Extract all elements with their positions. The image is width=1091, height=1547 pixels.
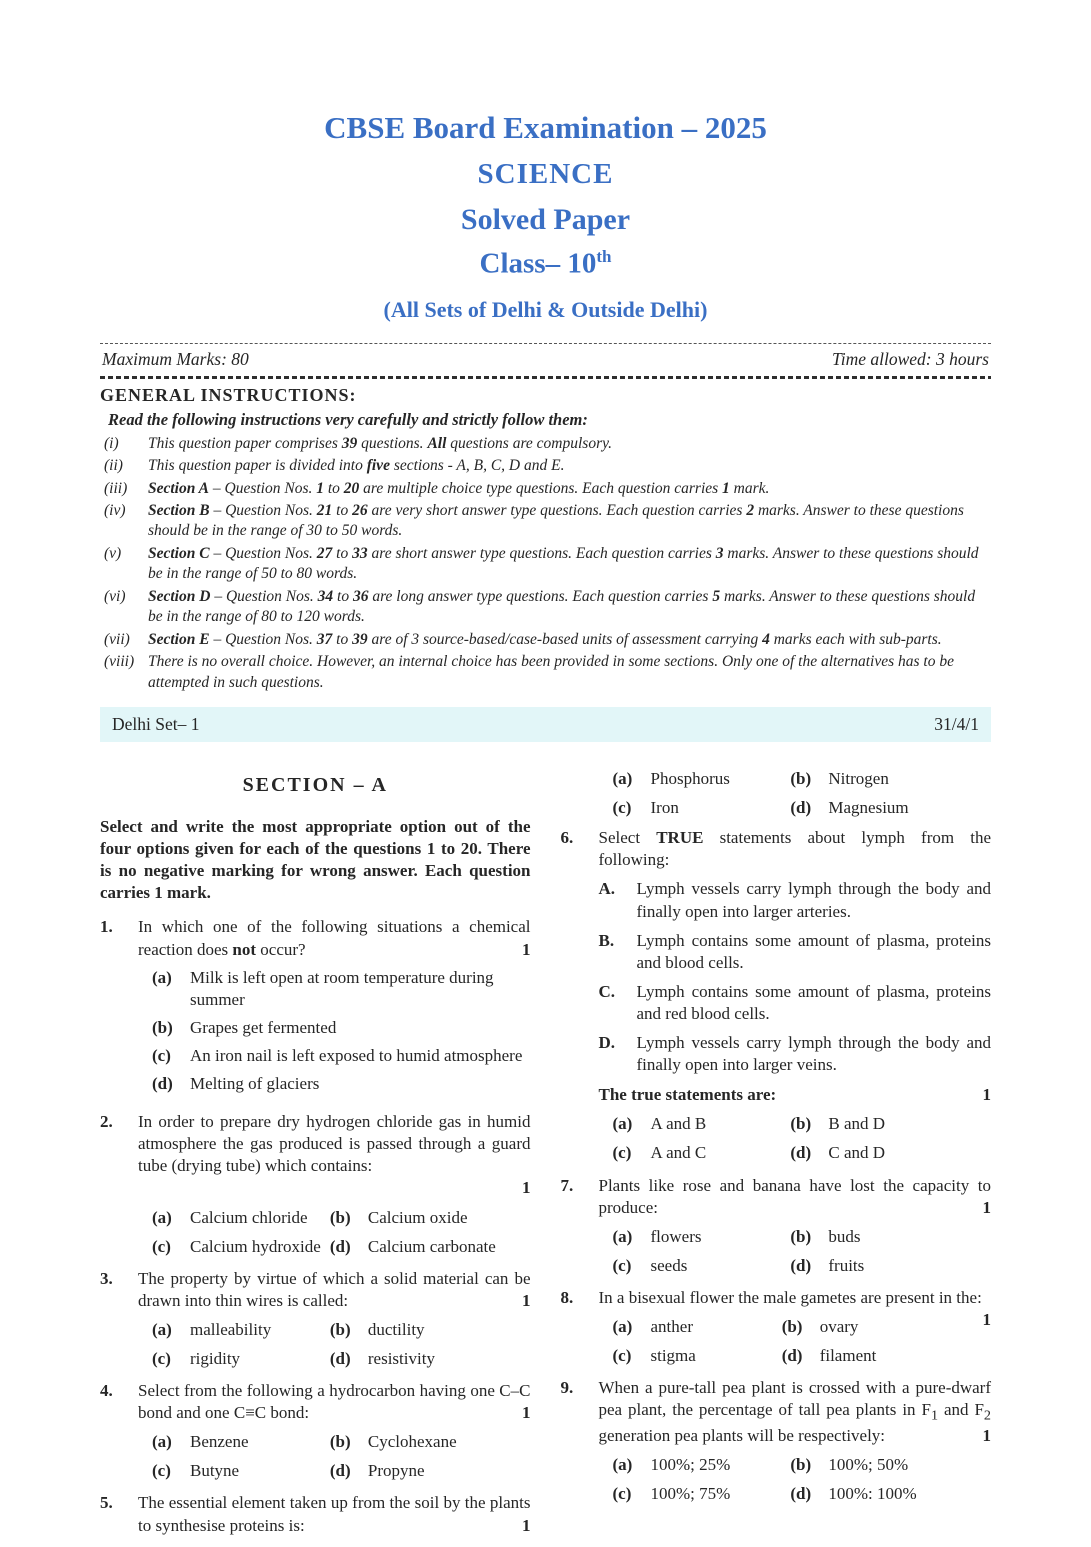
max-marks: Maximum Marks: 80	[102, 348, 249, 369]
set-name: Delhi Set– 1	[112, 714, 200, 735]
option-text: malleability	[190, 1319, 272, 1339]
marks-value: 1	[982, 1085, 991, 1105]
option	[152, 1207, 330, 1229]
instruction-item	[100, 587, 991, 628]
question-text: Plants like rose and banana have lost the capacity to produce: 1	[599, 1175, 992, 1219]
option-text: ductility	[367, 1319, 425, 1339]
option-text: Benzene	[190, 1432, 249, 1452]
question-body	[138, 916, 531, 1101]
question	[561, 1287, 992, 1367]
option	[790, 1226, 991, 1248]
option-label: (a)	[612, 1226, 633, 1246]
option-label: (b)	[790, 1455, 812, 1475]
option	[613, 768, 791, 790]
paper-title: CBSE Board Examination – 2025	[324, 110, 767, 145]
option-label: (b)	[329, 1432, 351, 1452]
question	[100, 1492, 531, 1536]
option-text: rigidity	[190, 1348, 241, 1368]
statement-label: A.	[598, 879, 616, 899]
two-column-body	[100, 768, 991, 1547]
option	[613, 1454, 791, 1476]
option-label: (a)	[152, 967, 172, 987]
options-grid	[138, 1319, 531, 1370]
option-label: (a)	[612, 1455, 633, 1475]
option	[790, 1142, 991, 1164]
options-stacked	[138, 967, 531, 1095]
options-grid	[138, 1207, 531, 1258]
instruction-text: Section B – Question Nos. 21 to 26 are very short answer type questions. Each question carries 2 marks. Answer to these questions should be in the range of 30 to 50 words.	[148, 502, 964, 540]
statement	[599, 930, 992, 974]
question-text: Select from the following a hydrocarbon having one C–C bond and one C≡C bond: 1	[138, 1380, 531, 1424]
instruction-number: (viii)	[104, 653, 135, 671]
time-allowed: Time allowed: 3 hours	[831, 348, 989, 369]
option-text: buds	[828, 1226, 861, 1246]
options-grid	[599, 1316, 973, 1367]
question-subprompt: The true statements are: 1	[599, 1084, 992, 1106]
option-text: seeds	[650, 1255, 688, 1275]
option-label: (c)	[152, 1045, 171, 1065]
option-text: Calcium hydroxide	[190, 1236, 321, 1256]
question-text: In order to prepare dry hydrogen chloride gas in humid atmosphere the gas produced is passed through a guard tube (drying tube) which contains:	[138, 1112, 531, 1176]
option	[613, 1316, 782, 1338]
option-label: (a)	[612, 1316, 633, 1336]
option	[613, 1255, 791, 1277]
question-number: 2.	[100, 1112, 113, 1132]
option-label: (d)	[329, 1461, 351, 1481]
paper-class	[100, 247, 991, 281]
marks-value: 1	[522, 1178, 531, 1198]
instruction-number: (vii)	[104, 630, 130, 648]
right-column	[561, 768, 992, 1547]
option-label: (c)	[612, 1255, 632, 1275]
option-text: flowers	[650, 1226, 702, 1246]
paper-sets-subtitle: (All Sets of Delhi & Outside Delhi)	[383, 296, 708, 322]
question-body	[138, 1111, 531, 1258]
instruction-text: There is no overall choice. However, an internal choice has been provided in some sections. Only one of the alternatives has to be attempted in such questions.	[148, 653, 954, 691]
option	[613, 1113, 791, 1135]
instruction-item	[100, 630, 991, 650]
question-number: 4.	[100, 1381, 113, 1401]
marks-value: 1	[522, 1290, 531, 1310]
question-body	[138, 1492, 531, 1536]
statement	[599, 1032, 992, 1076]
option-label: (c)	[152, 1236, 171, 1256]
option-label: (d)	[152, 1074, 173, 1094]
option-label: (b)	[790, 769, 812, 789]
options-grid	[599, 1454, 992, 1505]
question-number: 8.	[560, 1287, 574, 1307]
options-grid	[138, 1431, 531, 1482]
option-text: Butyne	[190, 1461, 240, 1481]
option-label: (d)	[790, 1484, 812, 1504]
question-number: 7.	[560, 1175, 574, 1195]
option-text: anther	[650, 1316, 693, 1336]
question-number: 6.	[560, 828, 574, 848]
option-text: Calcium oxide	[367, 1207, 468, 1227]
option	[152, 1319, 330, 1341]
marks-value: 1	[522, 1403, 531, 1423]
instruction-text: This question paper comprises 39 questions. All questions are compulsory.	[148, 434, 613, 452]
option-text: C and D	[828, 1143, 886, 1163]
option-text: stigma	[650, 1346, 696, 1366]
question-text: Select TRUE statements about lymph from the following:	[598, 828, 991, 870]
option	[613, 1483, 791, 1505]
carryover-options	[599, 768, 992, 819]
divider-bottom	[100, 376, 991, 379]
option-label: (a)	[152, 1319, 172, 1339]
option-text: Magnesium	[828, 798, 909, 818]
option	[790, 797, 991, 819]
statement-text: Lymph contains some amount of plasma, proteins and red blood cells.	[636, 981, 991, 1023]
option	[790, 1483, 991, 1505]
option	[790, 1113, 991, 1135]
instruction-number: (iii)	[104, 479, 128, 497]
question-body	[138, 1268, 531, 1370]
statement	[599, 981, 992, 1025]
option	[152, 1073, 531, 1095]
option-label: (a)	[152, 1207, 172, 1227]
marks-value: 1	[522, 1515, 531, 1535]
set-band	[100, 707, 991, 742]
option	[152, 1236, 330, 1258]
option-text: A and C	[650, 1143, 707, 1163]
option-text: resistivity	[367, 1348, 435, 1368]
paper-subject: SCIENCE	[477, 158, 614, 190]
statement-label: B.	[598, 930, 615, 950]
section-heading: SECTION – A	[242, 774, 388, 797]
option-label: (a)	[152, 1432, 172, 1452]
instructions-heading: GENERAL INSTRUCTIONS:	[100, 384, 357, 405]
option-label: (a)	[612, 769, 633, 789]
statement-label: D.	[598, 1033, 616, 1053]
option	[782, 1316, 973, 1338]
instruction-number: (v)	[104, 544, 122, 562]
question	[561, 1377, 992, 1505]
option-label: (c)	[612, 1143, 632, 1163]
option-label: (a)	[612, 1114, 633, 1134]
question-body	[599, 1287, 992, 1367]
left-column	[100, 768, 531, 1547]
statement-text: Lymph vessels carry lymph through the body and finally open into larger veins.	[636, 1033, 991, 1075]
set-code: 31/4/1	[934, 714, 979, 735]
question-body	[138, 1380, 531, 1482]
option-label: (b)	[790, 1226, 812, 1246]
marks-value: 1	[522, 939, 531, 959]
instruction-item	[100, 501, 991, 542]
question	[561, 827, 992, 1164]
option-text: A and B	[650, 1114, 707, 1134]
option	[330, 1207, 531, 1229]
instructions-list	[100, 434, 991, 693]
instruction-number: (i)	[104, 434, 119, 452]
option-text: Calcium carbonate	[367, 1236, 496, 1256]
instruction-item	[100, 456, 991, 476]
option-label: (d)	[781, 1346, 803, 1366]
option-text: Milk is left open at room temperature during summer	[190, 967, 494, 1009]
question	[100, 1268, 531, 1370]
question-text: In a bisexual flower the male gametes are present in the: 1	[599, 1287, 992, 1309]
option-label: (b)	[790, 1114, 812, 1134]
option-text: Grapes get fermented	[190, 1017, 337, 1037]
question-text: In which one of the following situations a chemical reaction does not occur? 1	[138, 916, 531, 960]
option	[152, 1460, 330, 1482]
option-text: 100%; 25%	[650, 1455, 731, 1475]
question-body	[599, 1175, 992, 1277]
option-text: 100%: 100%	[828, 1484, 917, 1504]
option-text: Propyne	[367, 1461, 425, 1481]
option	[152, 1045, 531, 1067]
instruction-text: Section D – Question Nos. 34 to 36 are long answer type questions. Each question carries 5 marks. Answer to these questions should be in the range of 80 to 120 words.	[148, 587, 976, 626]
question-number: 3.	[100, 1268, 113, 1288]
option	[330, 1460, 531, 1482]
option	[613, 1226, 791, 1248]
question-text: When a pure-tall pea plant is crossed with a pure-dwarf pea plant, the percentage of tall pea plants in $F_1$ and $F_2$ generation pea plants will be respectively: 1	[599, 1377, 992, 1447]
option	[790, 1255, 991, 1277]
question	[100, 1111, 531, 1258]
statement	[599, 878, 992, 922]
question-number: 9.	[560, 1378, 574, 1398]
option	[330, 1236, 531, 1258]
instruction-text: Section C – Question Nos. 27 to 33 are short answer type questions. Each question carries 3 marks. Answer to these questions should be in the range of 50 to 80 words.	[148, 544, 979, 583]
question	[100, 916, 531, 1101]
option-label: (c)	[612, 798, 632, 818]
instruction-number: (vi)	[104, 587, 126, 605]
instruction-item	[100, 434, 991, 454]
question-number: 1.	[100, 917, 113, 937]
marks-value: 1	[982, 1426, 991, 1446]
option-label: (b)	[781, 1316, 803, 1336]
instruction-item	[100, 544, 991, 585]
option	[152, 967, 531, 1011]
option-label: (b)	[152, 1017, 173, 1037]
option	[790, 1454, 991, 1476]
instruction-text: Section A – Question Nos. 1 to 20 are multiple choice type questions. Each question carries 1 mark.	[148, 479, 770, 497]
question-text: The essential element taken up from the soil by the plants to synthesise proteins is: 1	[138, 1492, 531, 1536]
option-text: B and D	[828, 1114, 886, 1134]
option-text: Melting of glaciers	[190, 1074, 320, 1094]
statement-text: Lymph vessels carry lymph through the body and finally open into larger arteries.	[636, 879, 991, 921]
option-label: (c)	[612, 1484, 632, 1504]
option-label: (d)	[790, 1255, 812, 1275]
option-text: filament	[819, 1346, 877, 1366]
option-text: Cyclohexane	[367, 1432, 457, 1452]
instruction-number: (ii)	[104, 457, 123, 475]
option	[152, 1017, 531, 1039]
option	[613, 797, 791, 819]
option	[613, 1345, 782, 1367]
paper-header	[100, 110, 991, 323]
option-text: 100%; 75%	[650, 1484, 731, 1504]
option-label: (c)	[152, 1348, 171, 1368]
option	[613, 1142, 791, 1164]
question-number: 5.	[100, 1493, 113, 1513]
option-text: An iron nail is left exposed to humid atmosphere	[190, 1045, 523, 1065]
general-instructions	[100, 385, 991, 693]
option-label: (d)	[790, 798, 812, 818]
option-text: ovary	[819, 1316, 859, 1336]
question	[100, 1380, 531, 1482]
option-text: Iron	[650, 798, 679, 818]
paper-type: Solved Paper	[460, 203, 631, 236]
statement-label: C.	[598, 981, 616, 1001]
option-label: (d)	[329, 1348, 351, 1368]
options-grid	[599, 768, 992, 819]
question-text: The property by virtue of which a solid material can be drawn into thin wires is called: 1	[138, 1268, 531, 1312]
paper-class-text: Class– 10	[479, 247, 597, 280]
options-grid	[599, 1113, 992, 1164]
instruction-item	[100, 479, 991, 499]
option	[152, 1348, 330, 1370]
marks-value: 1	[982, 1309, 991, 1329]
section-intro: Select and write the most appropriate option out of the four options given for each of the questions 1 to 20. There is no negative marking for wrong answer. Each question carries 1 mark.	[100, 817, 531, 903]
options-grid	[599, 1226, 992, 1277]
option	[152, 1431, 330, 1453]
option-text: Calcium chloride	[190, 1207, 308, 1227]
question-body	[599, 1377, 992, 1505]
option	[330, 1348, 531, 1370]
option-label: (c)	[152, 1461, 171, 1481]
option-label: (c)	[612, 1346, 632, 1366]
option-text: 100%; 50%	[828, 1455, 909, 1475]
question	[561, 1175, 992, 1277]
instruction-text: This question paper is divided into five sections - A, B, C, D and E.	[148, 457, 565, 475]
option-label: (d)	[329, 1236, 351, 1256]
option	[790, 768, 991, 790]
option-text: fruits	[828, 1255, 865, 1275]
option	[330, 1319, 531, 1341]
option	[782, 1345, 973, 1367]
option-text: Phosphorus	[650, 769, 730, 789]
option-label: (d)	[790, 1143, 812, 1163]
option-label: (b)	[329, 1319, 351, 1339]
marks-value: 1	[982, 1197, 991, 1217]
instruction-number: (iv)	[104, 502, 126, 520]
option-label: (b)	[329, 1207, 351, 1227]
instruction-text: Section E – Question Nos. 37 to 39 are of 3 source-based/case-based units of assessment carrying 4 marks each with sub-parts.	[148, 630, 942, 648]
option	[330, 1431, 531, 1453]
statement-text: Lymph contains some amount of plasma, proteins and blood cells.	[636, 930, 991, 972]
option-text: Nitrogen	[828, 769, 889, 789]
question-body	[599, 827, 992, 1164]
instructions-lead: Read the following instructions very carefully and strictly follow them:	[108, 409, 588, 429]
instruction-item	[100, 652, 991, 693]
meta-row	[100, 344, 991, 376]
paper-class-sup: th	[596, 247, 612, 266]
